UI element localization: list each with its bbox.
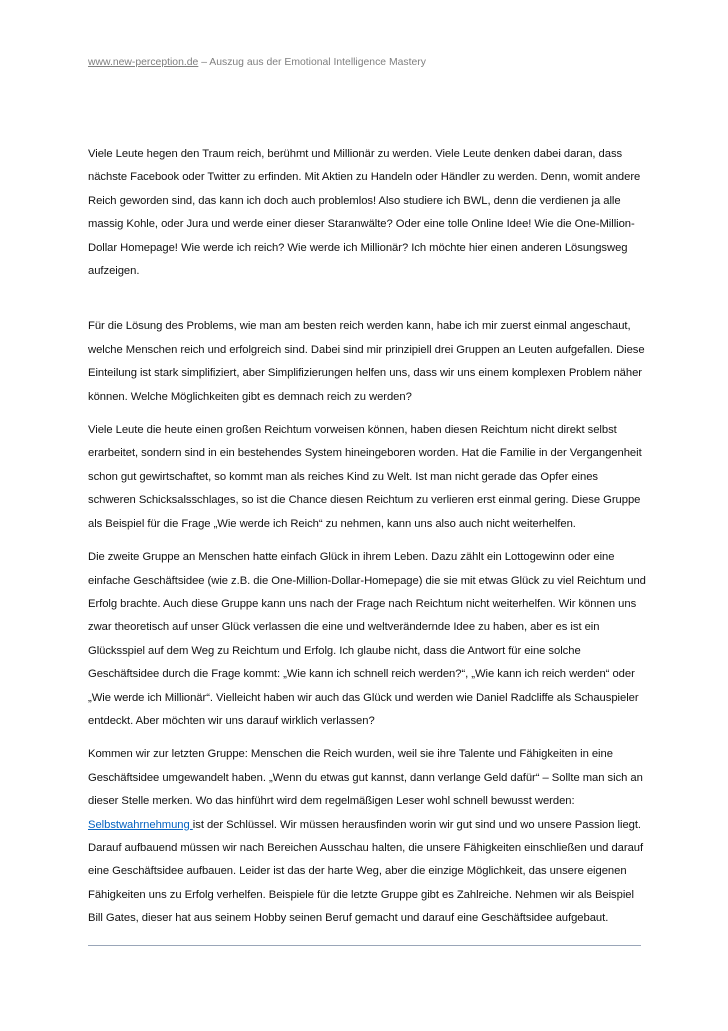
document-body xyxy=(88,143,648,941)
selbstwahrnehmung-link[interactable]: Selbstwahrnehmung xyxy=(88,818,193,831)
paragraph-intro: Viele Leute hegen den Traum reich, berühmt und Millionär zu werden. Viele Leute denken dabei daran, dass nächste Facebook oder Twitter zu erfinden. Mit Aktien zu Handeln oder Händler zu werden. Denn, womit andere Reich geworden sind, das kann ich doch auch problemlos! Also studiere ich BWL, denn die verdienen ja alle massig Kohle, oder Jura und werde einer dieser Staranwälte? Oder eine tolle Online Idee! Wie die One-Million-Dollar Homepage! Wie werde ich reich? Wie werde ich Millionär? Ich möchte hier einen anderen Lösungsweg aufzeigen. xyxy=(88,148,641,278)
paragraph-problem: Für die Lösung des Problems, wie man am besten reich werden kann, habe ich mir zuerst einmal angeschaut, welche Menschen reich und erfolgreich sind. Dabei sind mir prinzipiell drei Gruppen an Leuten aufgefallen. Diese Einteilung ist stark simplifiziert, aber Simplifizierungen helfen uns, dass wir uns einem komplexen Problem näher können. Welche Möglichkeiten gibt es demnach reich zu werden? xyxy=(88,320,645,403)
page-header xyxy=(88,56,648,70)
paragraph-group-two: Die zweite Gruppe an Menschen hatte einfach Glück in ihrem Leben. Dazu zählt ein Lottogewinn oder eine einfache Geschäftsidee (wie z.B. die One-Million-Dollar-Homepage) die sie mit etwas Glück zu viel Reichtum und Erfolg brachte. Auch diese Gruppe kann uns nach der Frage nach Reichtum nicht weiterhelfen. Wir können uns zwar theoretisch auf unser Glück verlassen die eine und weltverändernde Idee zu haben, aber es ist ein Glücksspiel auf dem Weg zu Reichtum und Erfolg. Ich glaube nicht, dass die Antwort für eine solche Geschäftsidee durch die Frage kommt: „Wie kann ich schnell reich werden?“, „Wie kann ich reich werden“ oder „Wie werde ich Millionär“. Vielleicht haben wir auch das Glück und werden wie Daniel Radcliffe als Schauspieler entdeckt. Aber möchten wir uns darauf wirklich verlassen? xyxy=(88,551,646,727)
paragraph-group-three-text-end: ist der Schlüssel. Wir müssen herausfinden worin wir gut sind und wo unsere Passion liegt. Darauf aufbauend müssen wir nach Bereichen Ausschau halten, die unsere Fähigkeiten einschließen und darauf eine Geschäftsidee aufbauen. Leider ist das der harte Weg, aber die einzige Möglichkeit, das unsere eigenen Fähigkeiten uns zu Erfolg verhelfen. Beispiele für die letzte Gruppe gibt es Zahlreiche. Nehmen wir als Beispiel Bill Gates, dieser hat aus seinem Hobby seinen Beruf gemacht und darauf eine Geschäftsidee aufgebaut. xyxy=(88,818,644,925)
paragraph-group-one: Viele Leute die heute einen großen Reichtum vorweisen können, haben diesen Reichtum nicht direkt selbst erarbeitet, sondern sind in ein bestehendes System hineingeboren worden. Hat die Familie in der Vergangenheit schon gut gewirtschaftet, so kommt man als reiches Kind zu Welt. Ist man nicht gerade das Opfer eines schweren Schicksalsschlages, so ist die Chance diesen Reichtum zu verlieren erst einmal gering. Diese Gruppe als Beispiel für die Frage „Wie werde ich Reich“ zu nehmen, kann uns also auch nicht weiterhelfen. xyxy=(88,424,642,530)
paragraph-group-three xyxy=(88,743,648,930)
paragraph-group-three-text-start: Kommen wir zur letzten Gruppe: Menschen die Reich wurden, weil sie ihre Talente und Fähigkeiten in eine Geschäftsidee umgewandelt haben. „Wenn du etwas gut kannst, dann verlange Geld dafür“ – Sollte man sich an dieser Stelle merken. Wo das hinführt wird dem regelmäßigen Leser wohl schnell bewusst werden: xyxy=(88,748,643,808)
footer-divider xyxy=(88,945,641,946)
header-website-link[interactable]: www.new-perception.de xyxy=(88,57,199,68)
header-title-text: – Auszug aus der Emotional Intelligence Mastery xyxy=(198,57,426,68)
